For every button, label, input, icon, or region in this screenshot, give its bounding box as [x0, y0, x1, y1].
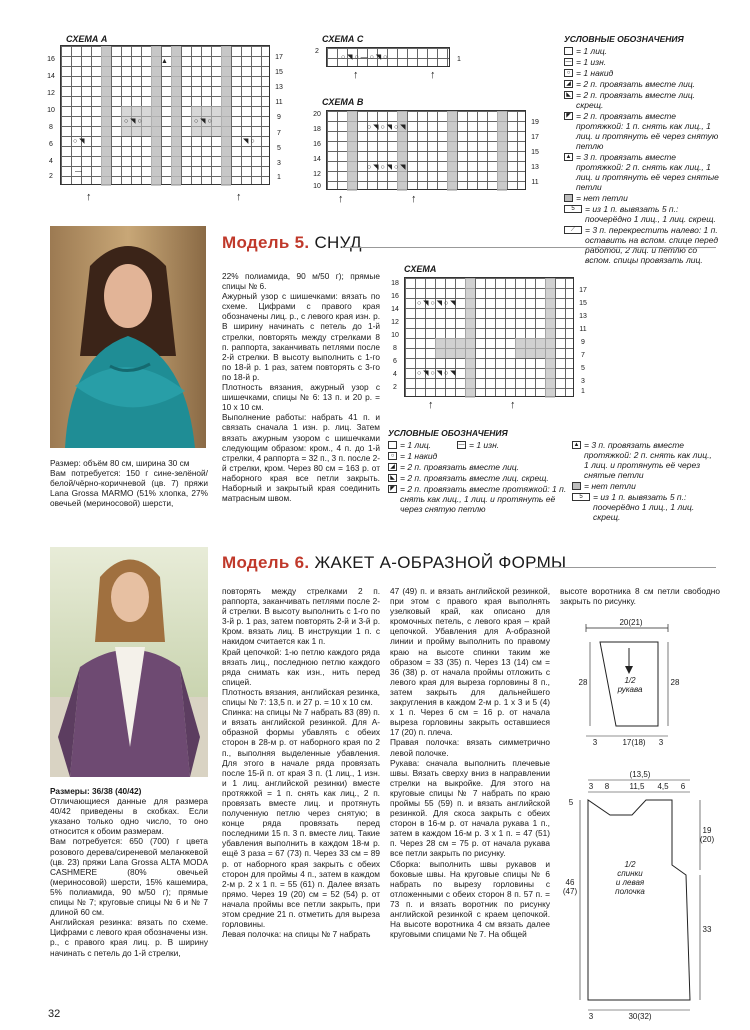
chart-a-arrow-1: ↑ [86, 191, 92, 203]
model6-col1: Размеры: 36/38 (40/42) Отличающиеся данные для размера 40/42 приведены в скобках. Если указано только одно число, то оно относится к обоим размерам. Вам потребуется: 650 (700) г цвета розового дерева/сиреневой меланжевой (цв. 23) пряжи Lana Grossa ALTA MODA CASHMERE (80% овечьей (мериносовой) шерсти, 15% кашемира, 5% полиамида, 90 м/50 г); прямые спицы № 7; круговые спицы № 6 и № 7 длиной 60 см. Английская резинка: вязать по схеме. Цифрами с левого края обозначены изн. р., с правого края лиц. р. В ширину начинать с петель до 1-й стрелки, [50, 786, 208, 958]
k2tog-tbl-symbol: ◣ [388, 474, 397, 482]
bobble-symbol: 5 [564, 205, 582, 213]
chart-c-row-right: 1 [457, 56, 461, 63]
bobble-symbol: 5 [572, 493, 590, 501]
model5-title: Модель 5. СНУД [222, 233, 362, 252]
legend-top: УСЛОВНЫЕ ОБОЗНАЧЕНИЯ = 1 лиц. — = 1 изн. ○ = 1 накид ◢ = 2 п. провязать вместе лиц. ◣ = 2 п. провязать вместе лиц. скрещ. ◤ = 2 п. провязать вместе протяжкой: 1 п. снять как лиц., 1 лиц. и протянуть её через снятую петлю ▲ = 3 п. провязать вместе протяжкой: 2 п. снять как лиц., 1 лиц. и протянуть её через снятые петли = нет петли 5 = из 1 п. вывязать 5 п.: поочерёдно 1 лиц., 1 лиц. скрещ. ⟋ = 3 п. перекрестить налево: 1 п. оставить на вспом. спице перед работой, 2 лиц. и петлю со вспом. спицы провязать лиц. [564, 34, 724, 266]
legend-top-title: УСЛОВНЫЕ ОБОЗНАЧЕНИЯ [564, 34, 684, 44]
body-bottom-b: 30(32) [628, 1012, 652, 1021]
chart-a-grid: ○ ◥ ○ ○ ◥ ○ ○ ◥ ◥ ○ ▲ — [60, 45, 270, 185]
body-armhole: 19 (20) [699, 826, 715, 844]
chart-c-title: СХЕМА C [322, 34, 364, 44]
k2tog-tbl-symbol: ◣ [564, 91, 573, 99]
k2tog-symbol: ◢ [388, 463, 397, 471]
body-top-total: (13,5) [629, 770, 651, 779]
chart-a-arrow-2: ↑ [236, 191, 242, 203]
sleeve-label: 1/2 рукава [617, 676, 643, 694]
chart-c-arrow-1: ↑ [353, 69, 359, 81]
chart-b-title: СХЕМА B [322, 97, 364, 107]
knit-symbol [388, 441, 397, 449]
model6-col2: повторять между стрелками 2 п. раппорта, заканчивать петлями после 2-й стрелки. В высоту выполнить с 1-го по 3-й р. 1 раз, затем повторять 2-й и 3-й р. Кром. вязать лиц. В инструкции 1 п. с накидом считается как 1 п. Край цепочкой: 1-ю петлю каждого ряда вязать лиц., последнюю петлю каждого ряда снимать как изн., нить перед спицей. Плотность вязания, английская резинка, спицы № 7: 13,5 п. и 27 р. = 10 х 10 см. Спинка: на спицы № 7 набрать 83 (89) п. и вязать английской резинкой. Для А-образной формы убавлять с обеих сторон в 28-м р. от наборного края по 2 п., выполняя выделенные убавления. Для этого в начале ряда провязать после 15-й п. от края 3 п. (1 лиц., 1 изн. и 1 лиц. английской резинки) вместе протяжкой = 1 п. снять как лиц., 2 п. провязать вместе лиц. и протянуть полученную петлю через снятую; в конце ряда провязать перед последними 15 п. 3 п. вместе лиц. Такие убавления выполнить в каждом 18-м р. ещё 3 раза = 67 (73) п. Через 33 см = 89 р. от наборного края закрыть с обеих сторон для проймы 4 п., затем в каждом 2-м р. 2 х 1 п. = 55 (61) п. Далее вязать прямо. Через 19 (20) см = 52 (54) р. от начала проймы все петли закрыть, при этом средние 21 п. отметить для выреза горловины. Левая полочка: на спицы № 7 набрать [222, 586, 380, 940]
model5-chart-arrow-1: ↑ [428, 399, 434, 411]
sk2p-symbol: ▲ [565, 154, 572, 160]
chart-c-grid: ○ ◥ ○ — ○ ◥ ○ [326, 47, 450, 67]
model5-size-text: Размер: объём 80 см, ширина 30 см Вам потребуется: 150 г сине-зелёной/белой/чёрно-коричневой (цв. 7) пряжи Lana Grossa MARMO (51% хлопка, 27% овечьей (мериносовой) шерсти, [50, 458, 208, 509]
model5-chart-arrow-2: ↑ [510, 399, 516, 411]
sleeve-bottom-c: 3 [658, 738, 664, 747]
model5-col2: 22% полиамида, 90 м/50 г); прямые спицы № 6. Ажурный узор с шишечками: вязать по схеме. Цифрами с правого края обозначены лиц. р., с левого края изн. р. В ширину начинать с петель до 1-й стрелки, повторять между стрелками 8 п. раппорта, заканчивать петлями после 2-й стрелки. В высоту выполнить с 1-го по 18-й р. 1 раз, затем повторять с 3-го по 18-й р. Плотность вязания, ажурный узор с шишечками, спицы № 6: 13 п. и 20 р. = 10 х 10 см. Выполнение работы: набрать 41 п. и связать сначала 1 изн. р. лиц. Затем вязать ажурным узором с шишечками следующим образом: кром., 4 п. до 1-й стрелки, 4 раппорта = 32 п., 3 п. после 2-й стрелки, кром. Через 80 см = 163 р. от наборного края все петли закрыть. Наборный и закрытый края соединить матрасным швом. [222, 271, 380, 504]
body-label: 1/2 спинки и левая полочка [615, 860, 645, 896]
model5-chart-grid: ○ ◥ ○ ◥ ○ ◥ ○ ◥ ○ ◥ ○ ◥ [404, 277, 574, 397]
chart-c-row-left: 2 [315, 48, 319, 55]
body-seg-5: 6 [680, 782, 686, 791]
no-stitch-symbol [572, 482, 581, 490]
chart-b-arrow-1: ↑ [338, 193, 344, 205]
body-length: 46 (47) [562, 878, 578, 896]
model6-title-rule [535, 567, 716, 568]
model5-title-rule [342, 247, 716, 248]
sleeve-bottom-a: 3 [592, 738, 598, 747]
body-seg-3: 11,5 [629, 782, 645, 791]
yarn-over-symbol: ○ [564, 69, 573, 77]
model6-col4: высоте воротника 8 см петли свободно закрыть по рисунку. [560, 586, 720, 607]
chart-c-arrow-2: ↑ [430, 69, 436, 81]
body-seg-2: 8 [604, 782, 610, 791]
chart-b-arrow-2: ↑ [411, 193, 417, 205]
sleeve-pattern [576, 618, 726, 758]
knit-symbol [564, 47, 573, 55]
page-number: 32 [48, 1008, 61, 1020]
body-pattern [560, 760, 730, 1025]
sk2p-symbol: ▲ [573, 442, 580, 448]
model5-photo [50, 226, 206, 448]
sleeve-right-dim: 28 [670, 678, 680, 687]
model6-col3: 47 (49) п. и вязать английской резинкой, при этом с правого края выполнять узелковый край, как описано для кромочных петель, с левого края – край цепочкой. Убавления для А-образной линии и пройму выполнить по правому краю на высоте спинки таким же образом = 33 (35) п. Через 13 (14) см = 36 (38) р. от начала проймы отложить с левого края для выреза горловины 8 п., затем закрыть для дальнейшего закругления в каждом 2-м р. 1 х 3 и 5 (4) х 1 п. Через 6 см = 16 р. от начала выреза горловины закрыть оставшиеся 17 (20) п. плеча. Правая полочка: вязать симметрично левой полочке. Рукава: сначала выполнить плечевые швы. Вязать сверху вниз в направлении стрелки на выкройке. Для этого на круговые спицы № 7 набрать по краю проймы 55 (59) п. и вязать английской резинкой. Для скоса закрыть с обеих сторон в 16-м р. от начала рукава 1 п., затем в каждом 16-м р. 3 х 1 п. = 47 (51) п. Через 28 см = 75 р. от начала рукава все петли закрыть по рисунку. Сборка: выполнить швы рукавов и боковые швы. На круговые спицы № 6 набрать по вырезу горловины с отложенными с обеих сторон 8 п. 57 п. = 73 п. и вязать воротник по рисунку английской резинкой с краем цепочкой. На высоте воротника 4 см вязать далее круговыми спицами № 7. На общей [390, 586, 550, 940]
cable-left-symbol: ⟋ [564, 226, 582, 234]
body-side: 33 [702, 925, 712, 934]
purl-symbol: — [458, 442, 465, 448]
sleeve-bottom-b: 17(18) [622, 738, 646, 747]
ssk-symbol: ◤ [564, 112, 573, 120]
sleeve-left-dim: 28 [578, 678, 588, 687]
body-shoulder-drop: 5 [568, 798, 574, 807]
chart-b-grid: ○ ◥ ○ ◥ ○ ◥ ○ ◥ ○ ◥ ○ ◥ [326, 110, 526, 190]
yarn-over-symbol: ○ [388, 452, 397, 460]
model6-title: Модель 6. ЖАКЕТ А-ОБРАЗНОЙ ФОРМЫ [222, 553, 567, 572]
body-seg-1: 3 [588, 782, 594, 791]
body-seg-4: 4,5 [657, 782, 669, 791]
k2tog-symbol: ◢ [564, 80, 573, 88]
model5-legend-right: ▲ = 3 п. провязать вместе протяжкой: 2 п. снять как лиц., 1 лиц. и протянуть её через снятые петли = нет петли 5 = из 1 п. вывязать 5 п.: поочерёдно 1 лиц., 1 лиц. скрещ. [573, 440, 712, 522]
model5-chart-title: СХЕМА [404, 264, 437, 274]
model5-legend: УСЛОВНЫЕ ОБОЗНАЧЕНИЯ = 1 лиц. — = 1 изн. ○ = 1 накид ◢ = 2 п. провязать вместе лиц. ◣ = 2 п. провязать вместе лиц. скрещ. ◤ = 2 п. провязать вместе протяжкой: 1 п. снять как лиц., 1 лиц. и протянуть её через снятую петлю [388, 428, 567, 514]
ssk-symbol: ◤ [388, 485, 397, 493]
no-stitch-symbol [564, 194, 573, 202]
chart-a-title: СХЕМА A [66, 34, 108, 44]
body-bottom-a: 3 [588, 1012, 594, 1021]
purl-symbol: — [565, 59, 572, 65]
model6-photo [50, 547, 208, 777]
sleeve-top-dim: 20(21) [619, 618, 643, 627]
